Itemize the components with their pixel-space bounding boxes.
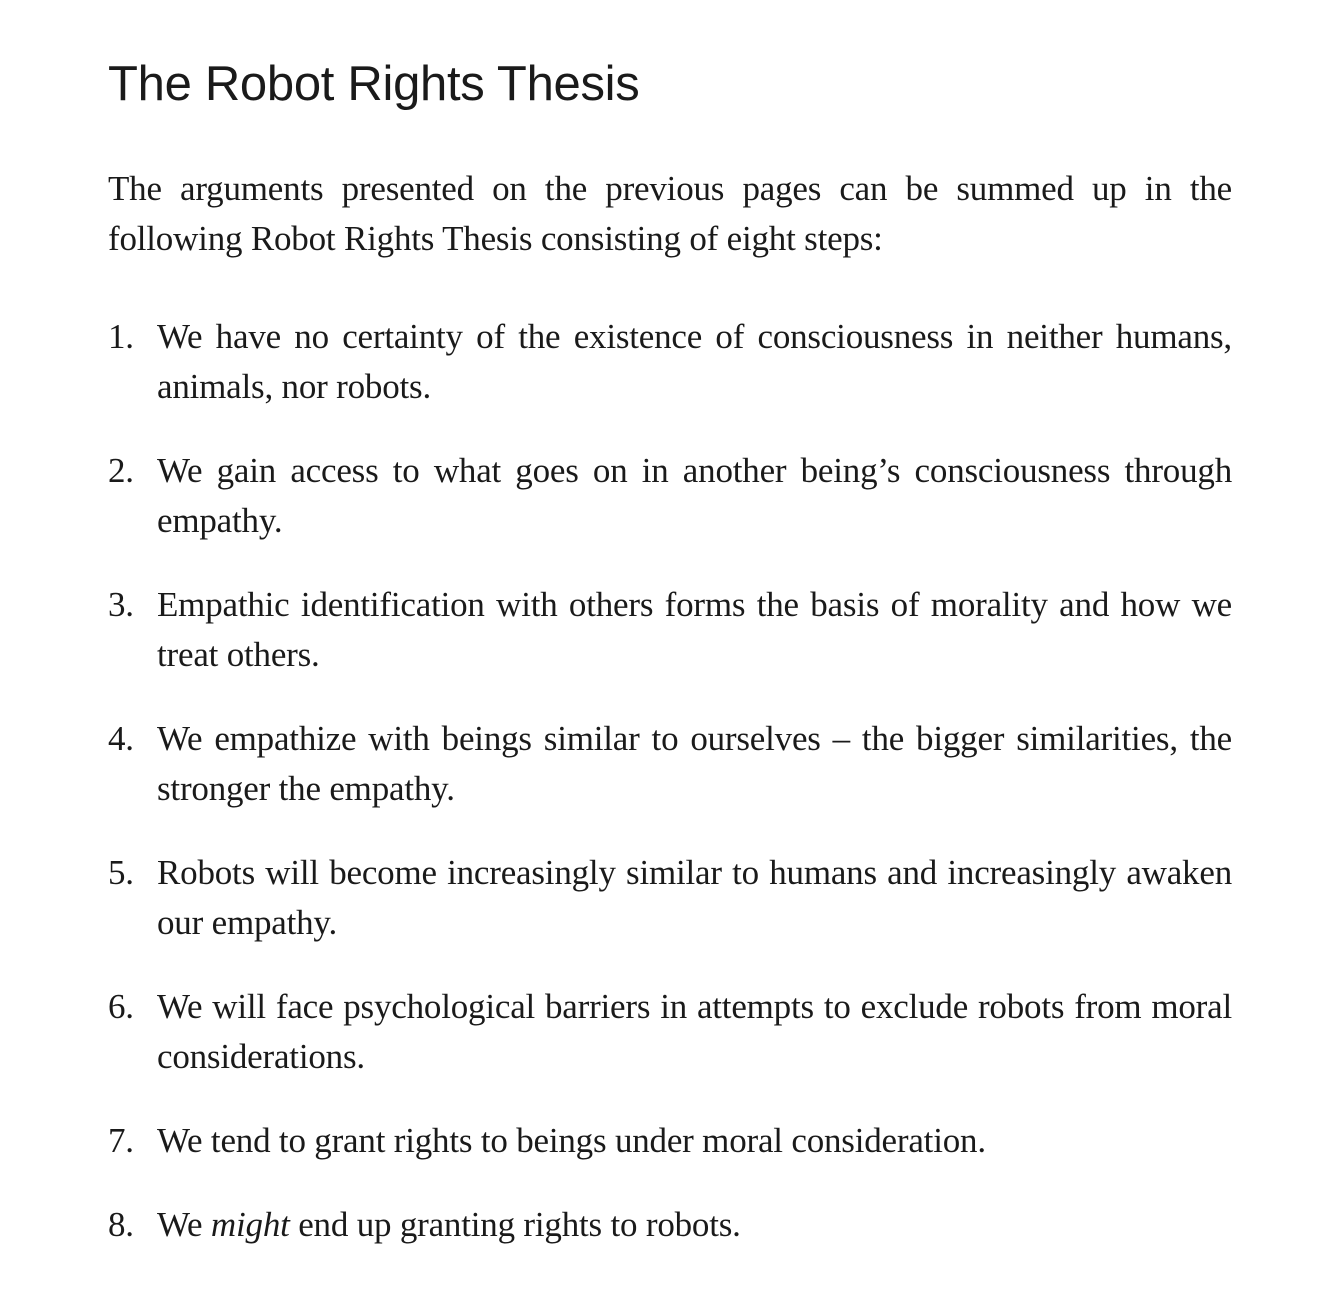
list-item [108,1116,1232,1166]
thesis-steps-list [108,312,1232,1284]
list-item [108,446,1232,546]
list-item [108,312,1232,412]
list-item-text: Empathic identification with others forms the basis of morality and how we treat others. [157,585,1232,674]
list-item [108,714,1232,814]
list-item [108,982,1232,1082]
list-item-number: 1. [108,317,134,356]
list-item-text: We tend to grant rights to beings under moral consideration. [157,1121,986,1160]
list-item-text-before: We [157,1205,211,1244]
list-item-text: We empathize with beings similar to ourselves – the bigger similarities, the stronger the empathy. [157,719,1232,808]
section-title: The Robot Rights Thesis [108,57,640,111]
list-item [108,848,1232,948]
list-item-number: 6. [108,987,134,1026]
list-item-number: 3. [108,585,134,624]
list-item-text: We have no certainty of the existence of consciousness in neither humans, animals, nor robots. [157,317,1232,406]
list-item-number: 4. [108,719,134,758]
list-item-text: Robots will become increasingly similar to humans and increasingly awaken our empathy. [157,853,1232,942]
list-item [108,1200,1232,1250]
list-item-text [157,1200,1232,1250]
list-item-text: We will face psychological barriers in attempts to exclude robots from moral considerations. [157,987,1232,1076]
list-item-number: 8. [108,1205,134,1244]
list-item-text-after: end up granting rights to robots. [289,1205,741,1244]
list-item-number: 2. [108,451,134,490]
list-item-text-italic: might [210,1205,290,1244]
intro-paragraph: The arguments presented on the previous pages can be summed up in the following Robot Rights Thesis consisting of eight steps: [108,169,1232,258]
list-item [108,580,1232,680]
list-item-text: We gain access to what goes on in another being’s consciousness through empathy. [157,451,1232,540]
list-item-number: 7. [108,1121,134,1160]
list-item-number: 5. [108,853,134,892]
